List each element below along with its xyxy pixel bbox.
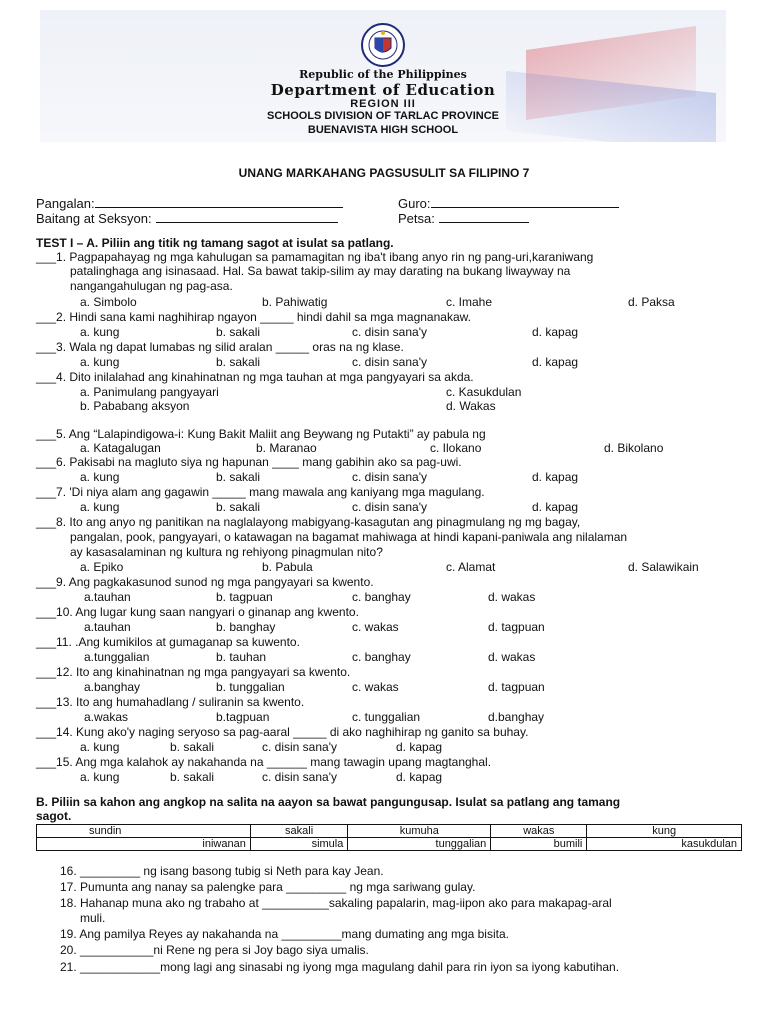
question-1-line3: nangangahulugan ng pag-asa. xyxy=(70,279,233,293)
word-box-row xyxy=(37,838,742,851)
option: b. Pababang aksyon xyxy=(80,399,190,413)
word-cell: iniwanan xyxy=(37,838,251,851)
option: b. Pahiwatig xyxy=(262,295,328,309)
option: b. sakali xyxy=(216,470,261,484)
option: a. Simbolo xyxy=(80,295,137,309)
option: b. banghay xyxy=(216,620,276,634)
question-14: ___14. Kung ako'y naging seryoso sa pag-aaral _____ di ako naghihirap ng ganito sa buhay. xyxy=(36,725,529,739)
question-11: ___11. .Ang kumikilos at gumaganap sa kuwento. xyxy=(36,635,300,649)
option: a.tunggalian xyxy=(84,650,150,664)
option: d. Bikolano xyxy=(604,441,664,455)
option: d. tagpuan xyxy=(488,620,545,634)
option: a. kung xyxy=(80,470,120,484)
option: c. disin sana'y xyxy=(352,355,427,369)
option: b. sakali xyxy=(216,325,261,339)
option: d.banghay xyxy=(488,710,545,724)
option: b. Pabula xyxy=(262,560,313,574)
word-cell: kumuha xyxy=(348,825,491,838)
section-field[interactable] xyxy=(36,211,338,226)
option: c. disin sana'y xyxy=(352,470,427,484)
question-1: ___1. Pagpapahayag ng mga kahulugan sa pamamagitan ng iba't ibang anyo rin ng pang-uri,karaniwang xyxy=(36,250,594,264)
question-17: 17. Pumunta ang nanay sa palengke para _________ ng mga sariwang gulay. xyxy=(60,880,476,894)
word-cell: bumili xyxy=(491,838,587,851)
option: c. disin sana'y xyxy=(352,500,427,514)
option: a. kung xyxy=(80,740,120,754)
word-box xyxy=(36,824,742,851)
section-line[interactable] xyxy=(156,212,338,223)
option: c. Alamat xyxy=(446,560,496,574)
option: a. kung xyxy=(80,325,120,339)
question-2: ___2. Hindi sana kami naghihirap ngayon _____ hindi dahil sa mga magnanakaw. xyxy=(36,310,471,324)
option: d. Wakas xyxy=(446,399,496,413)
option: d. kapag xyxy=(532,355,579,369)
option: b. tagpuan xyxy=(216,590,273,604)
option: b. tauhan xyxy=(216,650,267,664)
date-line[interactable] xyxy=(439,212,529,223)
question-3: ___3. Wala ng dapat lumabas ng silid aralan _____ oras na ng klase. xyxy=(36,340,404,354)
option: b.tagpuan xyxy=(216,710,270,724)
question-12: ___12. Ito ang kinahinatnan ng mga pangyayari sa kwento. xyxy=(36,665,351,679)
option: c. Ilokano xyxy=(430,441,482,455)
option: a.tauhan xyxy=(84,590,131,604)
option: b. sakali xyxy=(170,770,215,784)
word-cell: sundin xyxy=(37,825,251,838)
question-21: 21. ____________mong lagi ang sinasabi ng iyong mga magulang dahil para rin iyon sa iyong kabutihan. xyxy=(60,960,620,974)
question-5: ___5. Ang “Lalapindigowa-i: Kung Bakit Maliit ang Beywang ng Putakti” ay pabula ng xyxy=(36,427,486,441)
question-10: ___10. Ang lugar kung saan nangyari o ginanap ang kwento. xyxy=(36,605,359,619)
word-cell: kasukdulan xyxy=(587,838,742,851)
region-text: REGION III xyxy=(350,98,416,110)
option: b. sakali xyxy=(216,500,261,514)
question-1-line2: patalinghaga ang isinasaad. Hal. Sa bawat takip-silim ay may darating na bukang liwayway na xyxy=(70,264,571,278)
date-label: Petsa: xyxy=(398,211,435,226)
word-cell: simula xyxy=(250,838,348,851)
option: c. banghay xyxy=(352,650,411,664)
question-9: ___9. Ang pagkakasunod sunod ng mga pangyayari sa kwento. xyxy=(36,575,374,589)
option: a. kung xyxy=(80,500,120,514)
option: c. wakas xyxy=(352,680,399,694)
question-13: ___13. Ito ang humahadlang / suliranin sa kwento. xyxy=(36,695,305,709)
word-cell: wakas xyxy=(491,825,587,838)
teacher-field[interactable] xyxy=(398,196,619,211)
option: a. Katagalugan xyxy=(80,441,161,455)
option: b. tunggalian xyxy=(216,680,285,694)
test1-heading: TEST I – A. Piliin ang titik ng tamang sagot at isulat sa patlang. xyxy=(36,236,394,250)
word-box-row xyxy=(37,825,742,838)
option: c. Kasukdulan xyxy=(446,385,522,399)
word-cell: kung xyxy=(587,825,742,838)
header-banner xyxy=(40,10,726,142)
option: d. wakas xyxy=(488,590,536,604)
partb-heading-line2: sagot. xyxy=(36,809,72,823)
option: b. sakali xyxy=(216,355,261,369)
teacher-line[interactable] xyxy=(431,197,619,208)
option: d. Paksa xyxy=(628,295,675,309)
option: d. kapag xyxy=(532,325,579,339)
question-8-line2: pangalan, pook, pangyayari, o katawagan na bagamat mahiwaga at hindi kapani-paniwala ang nilalaman xyxy=(70,530,628,544)
teacher-label: Guro: xyxy=(398,196,431,211)
question-8: ___8. Ito ang anyo ng panitikan na naglalayong mabigyang-kasagutan ang pinagmulang ng mg bagay, xyxy=(36,515,581,529)
division-text: SCHOOLS DIVISION OF TARLAC PROVINCE xyxy=(266,110,500,122)
question-15: ___15. Ang mga kalahok ay nakahanda na ______ mang tawagin upang magtanghal. xyxy=(36,755,492,769)
question-18: 18. Hahanap muna ako ng trabaho at __________sakaling papalarin, mag-iipon ako para makapag-aral xyxy=(60,896,612,910)
option: a.tauhan xyxy=(84,620,131,634)
department-text: Department of Education xyxy=(270,81,496,99)
question-4: ___4. Dito inilalahad ang kinahinatnan ng mga tauhan at mga pangyayari sa akda. xyxy=(36,370,474,384)
word-cell: tunggalian xyxy=(348,838,491,851)
word-cell: sakali xyxy=(250,825,348,838)
partb-heading: B. Piliin sa kahon ang angkop na salita na aayon sa bawat pangungusap. Isulat sa patlang ang tamang xyxy=(36,795,621,809)
section-label: Baitang at Seksyon: xyxy=(36,211,152,226)
option: c. disin sana'y xyxy=(262,740,337,754)
exam-title: UNANG MARKAHANG PAGSUSULIT SA FILIPINO 7 xyxy=(238,166,530,180)
question-18-line2: muli. xyxy=(80,911,106,925)
school-text: BUENAVISTA HIGH SCHOOL xyxy=(307,124,459,136)
option: d. kapag xyxy=(396,770,443,784)
option: d. tagpuan xyxy=(488,680,545,694)
option: c. banghay xyxy=(352,590,411,604)
option: c. tunggalian xyxy=(352,710,421,724)
option: d. kapag xyxy=(532,470,579,484)
option: c. Imahe xyxy=(446,295,493,309)
option: a.wakas xyxy=(84,710,129,724)
option: a. Epiko xyxy=(80,560,124,574)
question-6: ___6. Pakisabi na magluto siya ng hapunan ____ mang gabihin ako sa pag-uwi. xyxy=(36,455,462,469)
option: a. kung xyxy=(80,355,120,369)
option: a. kung xyxy=(80,770,120,784)
question-19: 19. Ang pamilya Reyes ay nakahanda na _________mang dumating ang mga bisita. xyxy=(60,927,509,941)
name-field[interactable] xyxy=(36,196,343,211)
option: d. kapag xyxy=(396,740,443,754)
question-20: 20. ___________ni Rene ng pera si Joy bago siya umalis. xyxy=(60,943,369,957)
name-label: Pangalan: xyxy=(36,196,95,211)
option: c. disin sana'y xyxy=(352,325,427,339)
option: b. Maranao xyxy=(256,441,317,455)
option: d. kapag xyxy=(532,500,579,514)
deped-seal-icon xyxy=(360,22,406,68)
question-8-line3: ay kasasalaminan ng kultura ng rehiyong pinagmulan nito? xyxy=(70,545,383,559)
option: b. sakali xyxy=(170,740,215,754)
name-line[interactable] xyxy=(95,197,343,208)
question-7: ___7. 'Di niya alam ang gagawin _____ mang mawala ang kaniyang mga magulang. xyxy=(36,485,485,499)
option: a. Panimulang pangyayari xyxy=(80,385,219,399)
date-field[interactable] xyxy=(398,211,529,226)
option: a.banghay xyxy=(84,680,141,694)
option: c. wakas xyxy=(352,620,399,634)
republic-text: Republic of the Philippines xyxy=(299,68,467,81)
question-16: 16. _________ ng isang basong tubig si Neth para kay Jean. xyxy=(60,864,384,878)
option: d. wakas xyxy=(488,650,536,664)
option: c. disin sana'y xyxy=(262,770,337,784)
option: d. Salawikain xyxy=(628,560,699,574)
